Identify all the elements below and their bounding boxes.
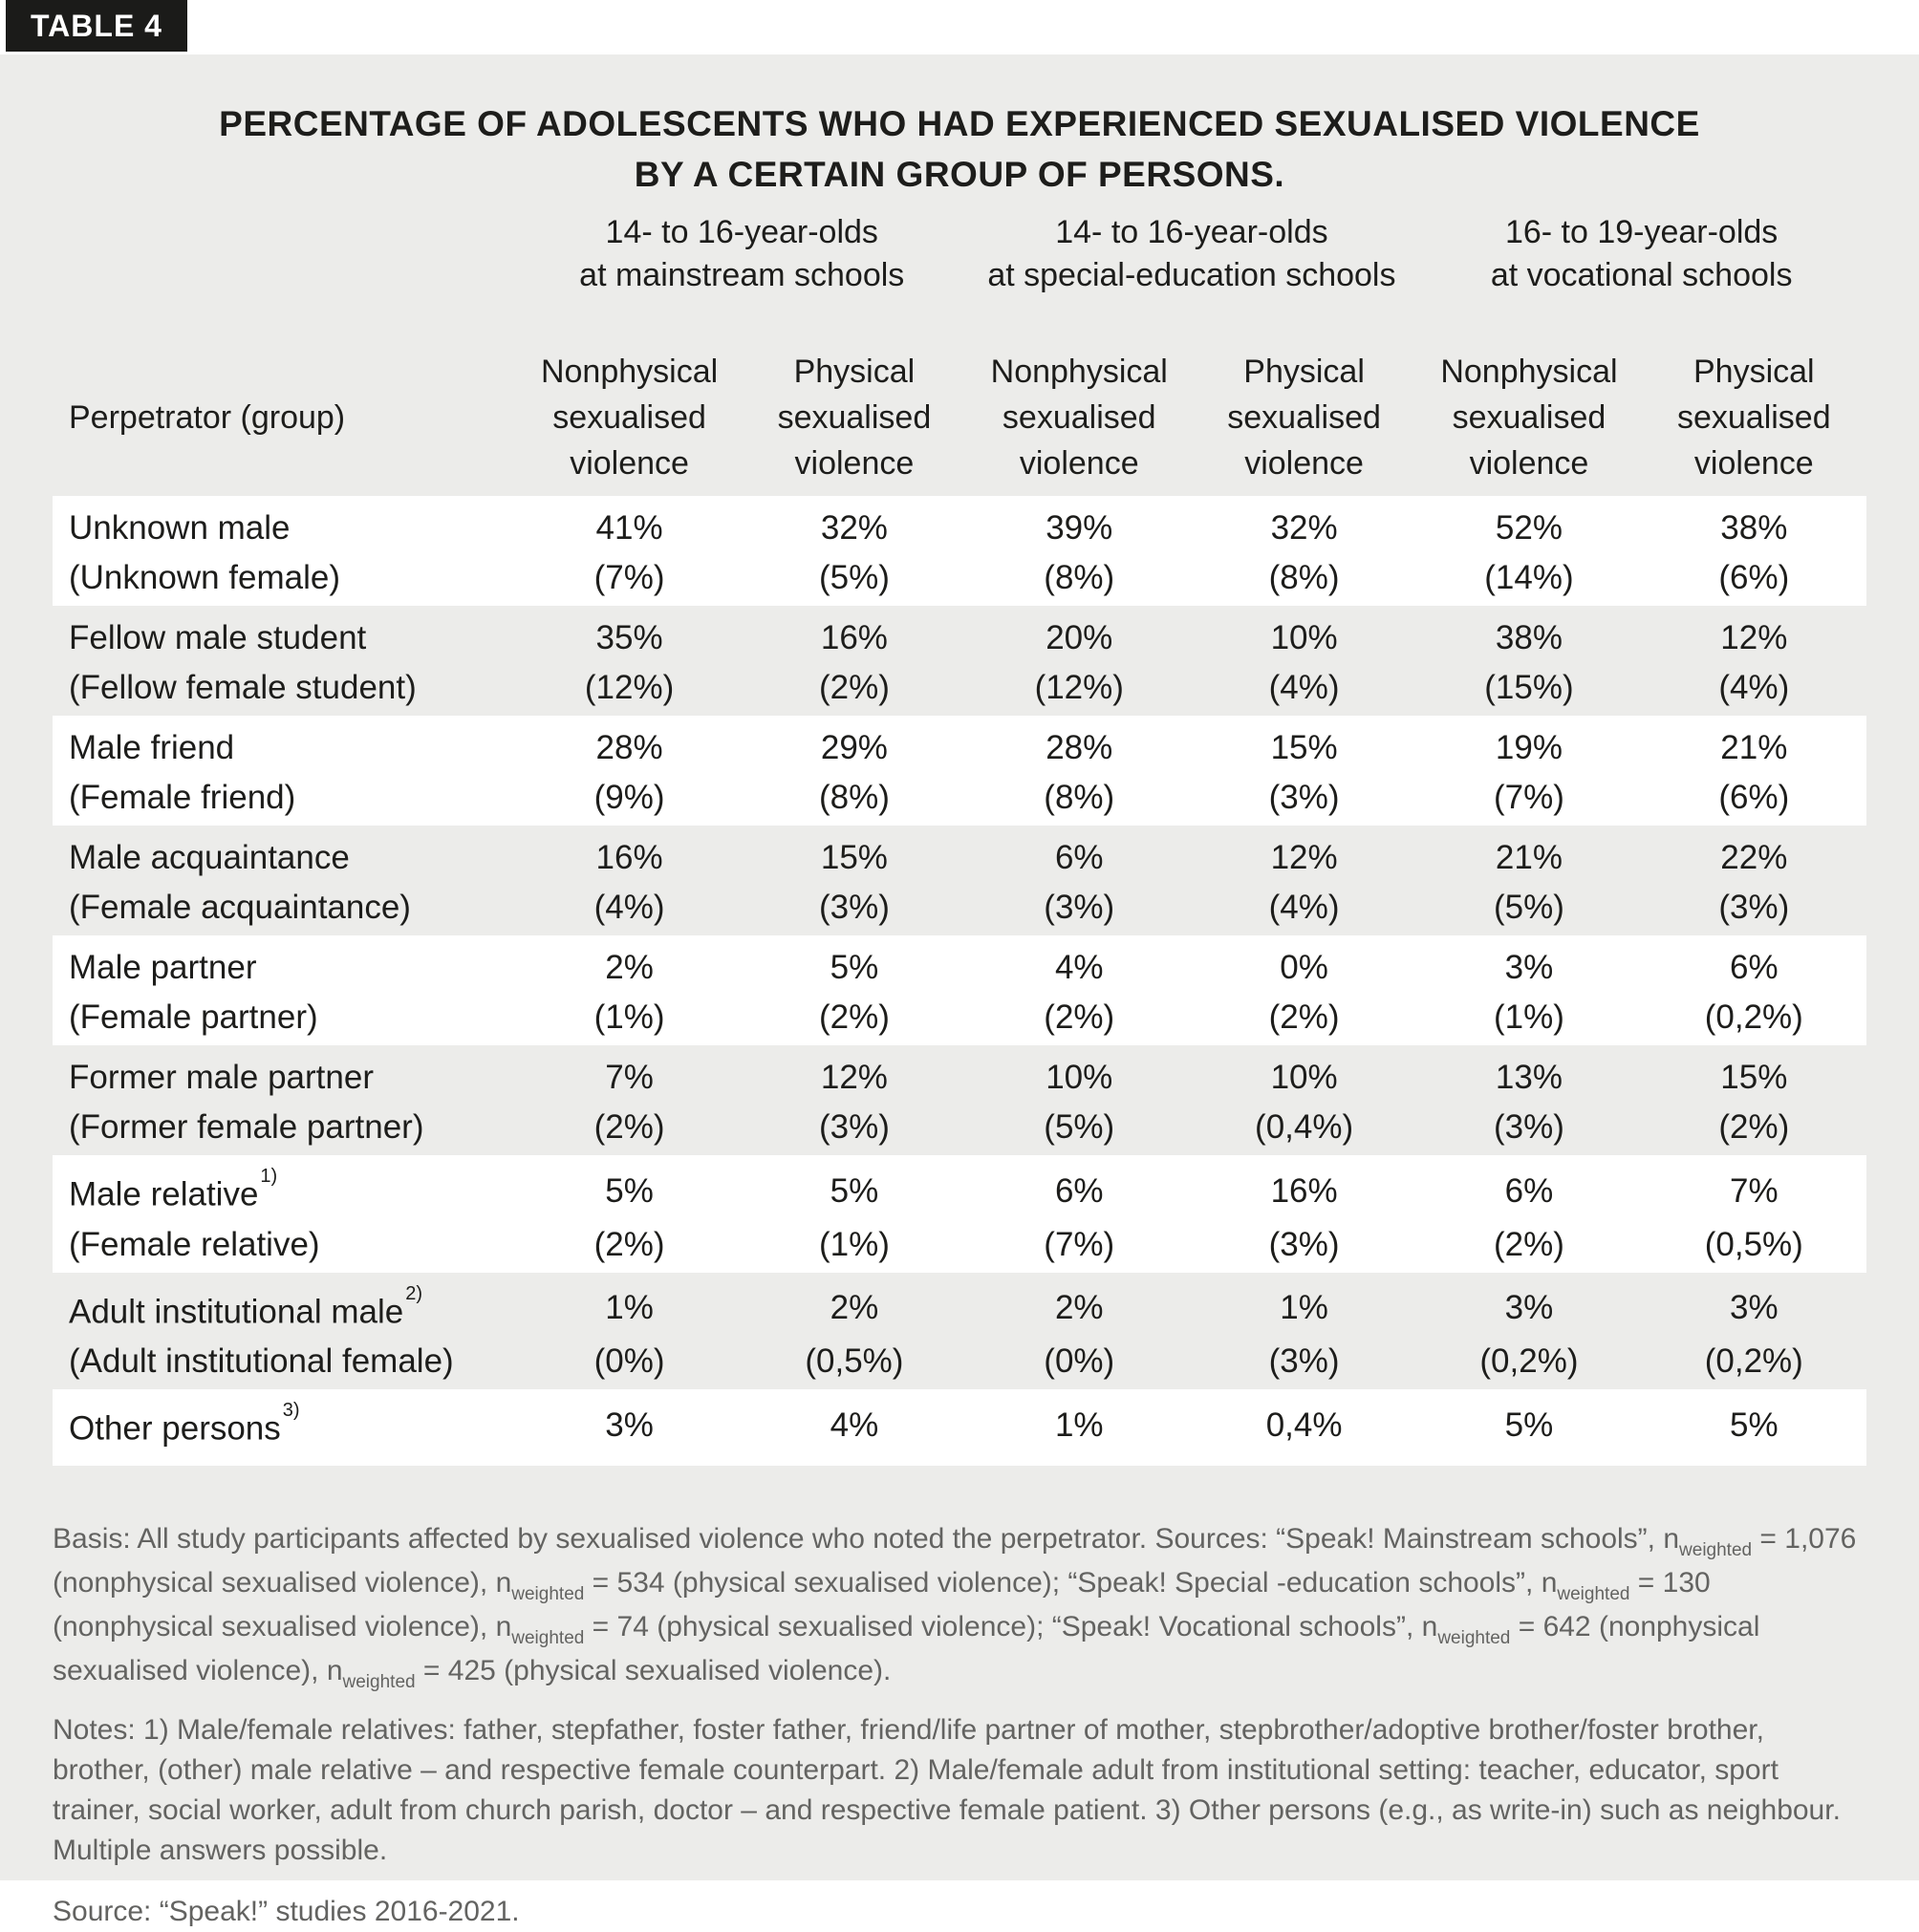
note-text: = 642 (nonphysical sexualised violence), n — [53, 1610, 1760, 1686]
perpetrator-female-label: (Female acquaintance) — [69, 889, 411, 926]
perpetrator-male-label-cell — [53, 826, 517, 883]
value-cell: 10% — [1270, 1059, 1338, 1096]
value-cell: (0,5%) — [805, 1342, 904, 1381]
perpetrator-male-label-cell — [53, 1389, 517, 1466]
perpetrator-female-label: (Unknown female) — [69, 559, 340, 596]
value-cell: 13% — [1495, 1059, 1563, 1096]
perpetrator-female-label: (Former female partner) — [69, 1108, 424, 1146]
subheader-physical-mainstream: Physical sexualised violence — [777, 354, 932, 482]
value-cell: 2% — [605, 949, 654, 986]
value-cell: (4%) — [1268, 889, 1340, 926]
perpetrator-female-label: (Fellow female student) — [69, 669, 417, 706]
perpetrator-female-row — [53, 1220, 1866, 1273]
value-cell: 3% — [605, 1406, 654, 1445]
note-text: = 534 (physical sexualised violence); “Speak! Special -education schools”, n — [584, 1566, 1558, 1599]
value-cell: (9%) — [593, 779, 665, 816]
value-cell: (0,4%) — [1255, 1108, 1354, 1146]
table-band — [53, 716, 1866, 826]
value-cell: 0% — [1280, 949, 1328, 986]
perpetrator-male-label: Male acquaintance — [69, 839, 350, 876]
value-cell: 38% — [1495, 619, 1563, 656]
value-cell: 12% — [1270, 839, 1338, 876]
perpetrator-female-row — [53, 993, 1866, 1045]
note-text: = 74 (physical sexualised violence); “Speak! Vocational schools”, n — [584, 1610, 1438, 1642]
perpetrator-male-row — [53, 1155, 1866, 1220]
value-cell: (2%) — [1718, 1108, 1790, 1146]
perpetrator-male-label-cell — [53, 1273, 517, 1338]
subscript-text: weighted — [342, 1671, 416, 1692]
row-header-perpetrator-group: Perpetrator (group) — [69, 399, 346, 436]
value-cell: 21% — [1720, 729, 1788, 766]
value-cell: 3% — [1504, 1289, 1554, 1327]
perpetrator-male-label: Male relative — [69, 1175, 259, 1213]
value-cell: 6% — [1054, 1171, 1104, 1210]
table-band — [53, 935, 1866, 1045]
value-cell: (5%) — [818, 559, 890, 596]
value-cell: (3%) — [1718, 889, 1790, 926]
subscript-text: weighted — [1679, 1539, 1753, 1560]
value-cell: 5% — [605, 1171, 654, 1210]
group-header-line: 16- to 19-year-olds — [1504, 214, 1779, 250]
value-cell: (15%) — [1484, 669, 1574, 706]
perpetrator-male-row — [53, 1273, 1866, 1338]
value-cell: 16% — [1270, 1171, 1338, 1210]
value-cell: 29% — [820, 729, 888, 766]
perpetrator-male-row — [53, 1389, 1866, 1466]
table-band — [53, 606, 1866, 716]
perpetrator-male-label-cell — [53, 1045, 517, 1103]
value-cell: 28% — [595, 729, 663, 766]
subscript-text: weighted — [511, 1583, 585, 1604]
table-band — [53, 826, 1866, 935]
group-header-line: at mainstream schools — [579, 257, 905, 293]
value-cell: 1% — [1054, 1406, 1104, 1445]
perpetrator-male-label-cell — [53, 716, 517, 773]
perpetrator-male-label: Male friend — [69, 729, 235, 766]
value-cell: (3%) — [1268, 1225, 1340, 1263]
table-title — [53, 98, 1866, 200]
note-text: = 425 (physical sexualised violence). — [415, 1654, 892, 1686]
value-cell: (3%) — [818, 1108, 890, 1146]
title-line-2: BY A CERTAIN GROUP OF PERSONS. — [634, 155, 1285, 194]
subheader-nonphysical-special-education: Nonphysical sexualised violence — [990, 354, 1168, 482]
table-band — [53, 1155, 1866, 1273]
subheader-physical-special-education: Physical sexualised violence — [1227, 354, 1381, 482]
value-cell: (12%) — [584, 669, 675, 706]
value-cell: (2%) — [1268, 998, 1340, 1036]
value-cell: (1%) — [593, 998, 665, 1036]
note-text: Notes: 1) Male/female relatives: father, stepfather, foster father, friend/life partner of mother, stepbrother/adoptive brother/foster brother, brother, (other) male relative – and respective female counterpart. 2) Male/female adult from institutional setting: teacher, educator, sport trainer, social worker, adult from church parish, doctor – and respective female patient. 3) Other persons (e.g., as write-in) such as neighbour. Multiple answers possible. — [53, 1713, 1841, 1866]
value-cell: (2%) — [1493, 1225, 1564, 1263]
perpetrator-female-row — [53, 1337, 1866, 1389]
group-header-line: at vocational schools — [1490, 257, 1793, 293]
value-cell: (8%) — [1044, 779, 1115, 816]
value-cell: 22% — [1720, 839, 1788, 876]
value-cell: (0,2%) — [1704, 998, 1803, 1036]
value-cell: (7%) — [1044, 1225, 1115, 1263]
value-cell: (0,2%) — [1704, 1342, 1803, 1381]
subheader-physical-vocational: Physical sexualised violence — [1676, 354, 1831, 482]
table-band — [53, 496, 1866, 606]
value-cell: (3%) — [818, 889, 890, 926]
perpetrator-male-label: Adult institutional male — [69, 1293, 404, 1331]
value-cell: (1%) — [818, 1225, 890, 1263]
value-cell: (0,2%) — [1479, 1342, 1579, 1381]
value-cell: 52% — [1495, 509, 1563, 547]
value-cell: 12% — [820, 1059, 888, 1096]
value-cell: (3%) — [1268, 1342, 1340, 1381]
value-cell: (8%) — [1044, 559, 1115, 596]
value-cell: (5%) — [1044, 1108, 1115, 1146]
group-header-special-education — [967, 200, 1417, 297]
value-cell: (0,5%) — [1704, 1225, 1803, 1263]
source-note: Source: “Speak!” studies 2016-2021. — [53, 1895, 520, 1927]
footnote-marker: 1) — [260, 1166, 278, 1187]
value-cell: (14%) — [1484, 559, 1574, 596]
corner-cell — [53, 200, 517, 297]
figure-canvas — [0, 54, 1919, 1927]
perpetrator-male-row — [53, 716, 1866, 773]
value-cell: 6% — [1730, 949, 1779, 986]
value-cell: 4% — [1054, 949, 1104, 986]
perpetrator-male-row — [53, 935, 1866, 993]
value-cell: 38% — [1720, 509, 1788, 547]
value-cell: 10% — [1270, 619, 1338, 656]
value-cell: (3%) — [1268, 779, 1340, 816]
value-cell: (2%) — [1044, 998, 1115, 1036]
group-header-vocational — [1416, 200, 1866, 297]
value-cell: 5% — [1504, 1406, 1554, 1445]
value-cell: (0%) — [1044, 1342, 1115, 1381]
group-header-line: 14- to 16-year-olds — [1055, 214, 1328, 250]
footnote-marker: 3) — [282, 1400, 300, 1422]
value-cell: (6%) — [1718, 559, 1790, 596]
value-cell: (4%) — [593, 889, 665, 926]
value-cell: 32% — [1270, 509, 1338, 547]
perpetrator-female-label: (Female relative) — [69, 1225, 320, 1263]
table-band — [53, 1273, 1866, 1390]
value-cell: 16% — [820, 619, 888, 656]
perpetrator-male-label-cell — [53, 496, 517, 553]
note-text: Basis: All study participants affected by sexualised violence who noted the perpetrator. Sources: “Speak! Mainstream schools”, n — [53, 1522, 1680, 1555]
perpetrator-male-label: Fellow male student — [69, 619, 367, 656]
perpetrator-female-row — [53, 1103, 1866, 1155]
value-cell: 35% — [595, 619, 663, 656]
group-header-line: 14- to 16-year-olds — [605, 214, 878, 250]
value-cell: 16% — [595, 839, 663, 876]
perpetrator-male-label-cell — [53, 1155, 517, 1220]
value-cell: 7% — [1730, 1171, 1779, 1210]
value-cell: (2%) — [818, 669, 890, 706]
value-cell: (8%) — [818, 779, 890, 816]
value-cell: (2%) — [818, 998, 890, 1036]
value-cell: (12%) — [1034, 669, 1124, 706]
value-cell: (7%) — [593, 559, 665, 596]
perpetrator-female-label: (Adult institutional female) — [69, 1342, 454, 1381]
perpetrator-male-row — [53, 496, 1866, 553]
value-cell: 10% — [1046, 1059, 1113, 1096]
group-header-mainstream — [517, 200, 967, 297]
footnote-marker: 2) — [405, 1282, 422, 1304]
value-cell: 15% — [1270, 729, 1338, 766]
value-cell: (4%) — [1718, 669, 1790, 706]
title-line-1: PERCENTAGE OF ADOLESCENTS WHO HAD EXPERIENCED SEXUALISED VIOLENCE — [219, 104, 1700, 143]
basis-note — [53, 1519, 1866, 1695]
subscript-text: weighted — [1437, 1627, 1511, 1648]
footnotes-note — [53, 1710, 1866, 1871]
value-cell: 6% — [1504, 1171, 1554, 1210]
value-cell: (6%) — [1718, 779, 1790, 816]
value-cell: 5% — [1730, 1406, 1779, 1445]
perpetrator-female-row — [53, 553, 1866, 606]
value-cell: (3%) — [1044, 889, 1115, 926]
value-cell: 3% — [1730, 1289, 1779, 1327]
perpetrator-female-row — [53, 663, 1866, 716]
value-cell: (3%) — [1493, 1108, 1564, 1146]
perpetrator-male-label: Other persons — [69, 1409, 281, 1448]
subheader-nonphysical-mainstream: Nonphysical sexualised violence — [540, 354, 719, 482]
subscript-text: weighted — [1557, 1583, 1630, 1604]
value-cell: 1% — [605, 1289, 654, 1327]
value-cell: 20% — [1046, 619, 1113, 656]
perpetrator-male-label: Former male partner — [69, 1059, 374, 1096]
perpetrator-male-row — [53, 826, 1866, 883]
value-cell: 2% — [830, 1289, 879, 1327]
perpetrator-table — [53, 200, 1866, 1466]
value-cell: 7% — [605, 1059, 654, 1096]
value-cell: 0,4% — [1265, 1406, 1343, 1445]
perpetrator-male-row — [53, 1045, 1866, 1103]
value-cell: (2%) — [593, 1108, 665, 1146]
group-header-row — [53, 200, 1866, 297]
perpetrator-male-label: Male partner — [69, 949, 257, 986]
value-cell: 5% — [830, 949, 879, 986]
value-cell: 5% — [830, 1171, 879, 1210]
value-cell: 6% — [1054, 839, 1104, 876]
value-cell: 41% — [595, 509, 663, 547]
value-cell: 21% — [1495, 839, 1563, 876]
subheader-nonphysical-vocational: Nonphysical sexualised violence — [1440, 354, 1618, 482]
value-cell: 28% — [1046, 729, 1113, 766]
subheader-row — [53, 297, 1866, 496]
perpetrator-female-label: (Female friend) — [69, 779, 296, 816]
perpetrator-male-label: Unknown male — [69, 509, 291, 547]
perpetrator-female-label: (Female partner) — [69, 998, 318, 1036]
value-cell: (5%) — [1493, 889, 1564, 926]
value-cell: 19% — [1495, 729, 1563, 766]
value-cell: 3% — [1504, 949, 1554, 986]
value-cell: 4% — [830, 1406, 879, 1445]
subscript-text: weighted — [511, 1627, 585, 1648]
note-text: = 1,076 (nonphysical sexualised violence), n — [53, 1522, 1857, 1599]
value-cell: 32% — [820, 509, 888, 547]
perpetrator-female-row — [53, 773, 1866, 826]
perpetrator-male-label-cell — [53, 935, 517, 993]
value-cell: (7%) — [1493, 779, 1564, 816]
perpetrator-male-row — [53, 606, 1866, 663]
value-cell: 39% — [1046, 509, 1113, 547]
table-band — [53, 1389, 1866, 1466]
value-cell: (2%) — [593, 1225, 665, 1263]
value-cell: 15% — [1720, 1059, 1788, 1096]
value-cell: 2% — [1054, 1289, 1104, 1327]
note-text: = 130 (nonphysical sexualised violence), n — [53, 1566, 1711, 1642]
table-label: TABLE 4 — [6, 0, 187, 52]
perpetrator-female-row — [53, 883, 1866, 935]
perpetrator-male-label-cell — [53, 606, 517, 663]
value-cell: (4%) — [1268, 669, 1340, 706]
value-cell: (1%) — [1493, 998, 1564, 1036]
value-cell: 15% — [820, 839, 888, 876]
value-cell: 1% — [1280, 1289, 1328, 1327]
table-band — [53, 1045, 1866, 1155]
value-cell: (8%) — [1268, 559, 1340, 596]
value-cell: 12% — [1720, 619, 1788, 656]
value-cell: (0%) — [593, 1342, 665, 1381]
group-header-line: at special-education schools — [987, 257, 1396, 293]
table-header — [53, 200, 1866, 496]
